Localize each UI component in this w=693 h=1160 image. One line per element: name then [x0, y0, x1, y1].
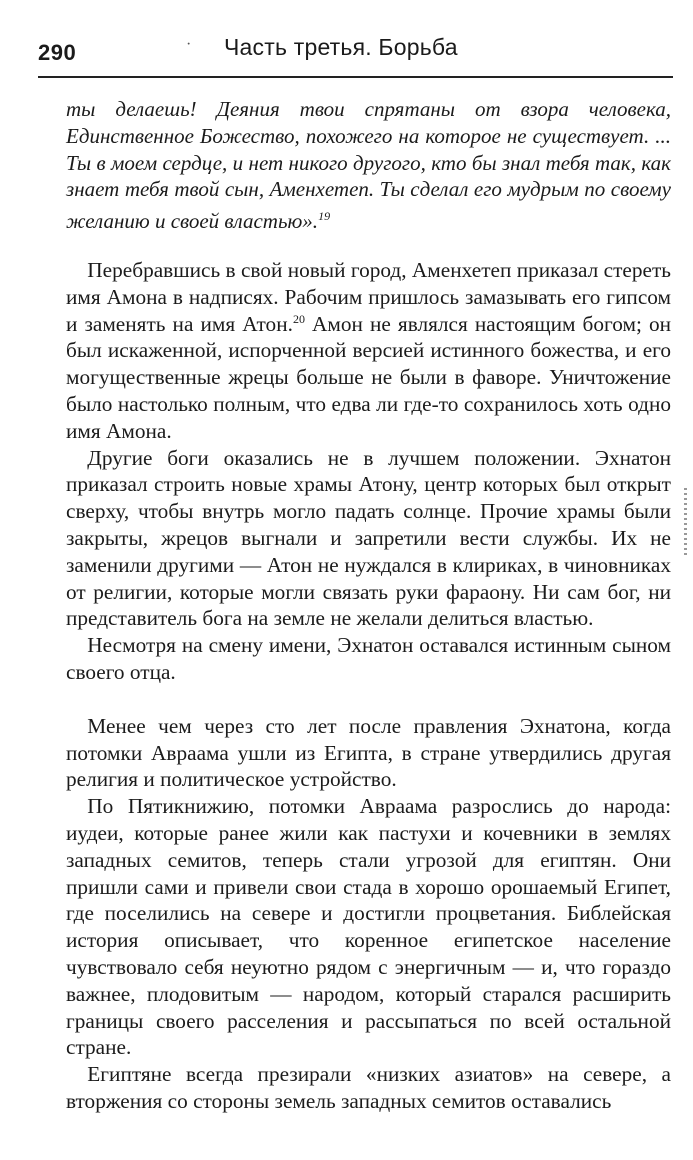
footnote-ref-19: 19: [318, 209, 331, 224]
quote-text: ты делаешь! Деяния твои спрятаны от взора человека, Единственное Божество, похожего на которое не существует. ... Ты в моем сердце, и нет никого другого, кто бы знал тебя так, как знает тебя твой сын, Аменхетеп. Ты сделал его мудрым по своему желанию и своей властью».: [66, 97, 671, 234]
paragraph-1: [66, 257, 671, 445]
paragraph-4-text: Менее чем через сто лет после правления Эхнатона, когда потомки Авраама ушли из Египта, в стране утвердились другая религия и политическое устройство.: [66, 713, 671, 792]
running-title: Часть третья. Борьба: [224, 34, 458, 60]
page-body: [66, 96, 671, 1115]
page-number: 290: [38, 40, 77, 65]
paragraph-1-part-b: Амон не являлся настоящим богом; он был искаженной, испорченной версией истинного божества, и его могущественные жрецы больше не были в фаворе. Уничтожение было настолько полным, что едва ли где-то сохранилось хоть одно имя Амона.: [66, 311, 671, 443]
footnote-ref-20: 20: [292, 311, 305, 326]
quote-block: [66, 96, 671, 235]
paragraph-5: [66, 793, 671, 1061]
paragraph-1-part-a: Перебравшись в свой новый город, Аменхетеп приказал стереть имя Амона в надписях. Рабочим пришлось замазывать его гипсом и заменять на имя Атон.: [66, 257, 671, 336]
paragraph-2: [66, 445, 671, 633]
paragraph-6-text: Египтяне всегда презирали «низких азиатов» на севере, а вторжения со стороны земель западных семитов оставались: [66, 1062, 671, 1113]
paragraph-2-text: Другие боги оказались не в лучшем положении. Эхнатон приказал строить новые храмы Атону, центр которых был открыт сверху, чтобы внутрь могло падать солнце. Прочие храмы были закрыты, жрецов выгнали и запретили вести службы. Их не заменили другими — Атон не нуждался в клириках, в чиновниках от религии, которые могли связать руки фараону. Ни сам бог, ни представитель бога на земле не желали делиться властью.: [66, 445, 671, 631]
paragraph-5-text: По Пятикнижию, потомки Авраама разрослись до народа: иудеи, которые ранее жили как пастухи и кочевники в землях западных семитов, теперь стали угрозой для египтян. Они пришли сами и привели свои стада в хорошо орошаемый Египет, где поселились на севере и достигли процветания. Библейская история описывает, что коренное египетское население чувствовало себя неуютно рядом с энергичным — и, что гораздо важнее, плодовитым — народом, который старался расширить границы своего расселения и рассыпаться по всей остальной стране.: [66, 794, 671, 1060]
section-gap: [66, 686, 671, 713]
paragraph-3: [66, 632, 671, 686]
paragraph-6: [66, 1061, 671, 1115]
paragraph-3-text: Несмотря на смену имени, Эхнатон оставался истинным сыном своего отца.: [66, 633, 671, 684]
header-separator: ·: [186, 36, 192, 53]
paragraph-4: [66, 713, 671, 793]
scan-artifact: [684, 488, 687, 558]
page-header: [38, 28, 673, 78]
